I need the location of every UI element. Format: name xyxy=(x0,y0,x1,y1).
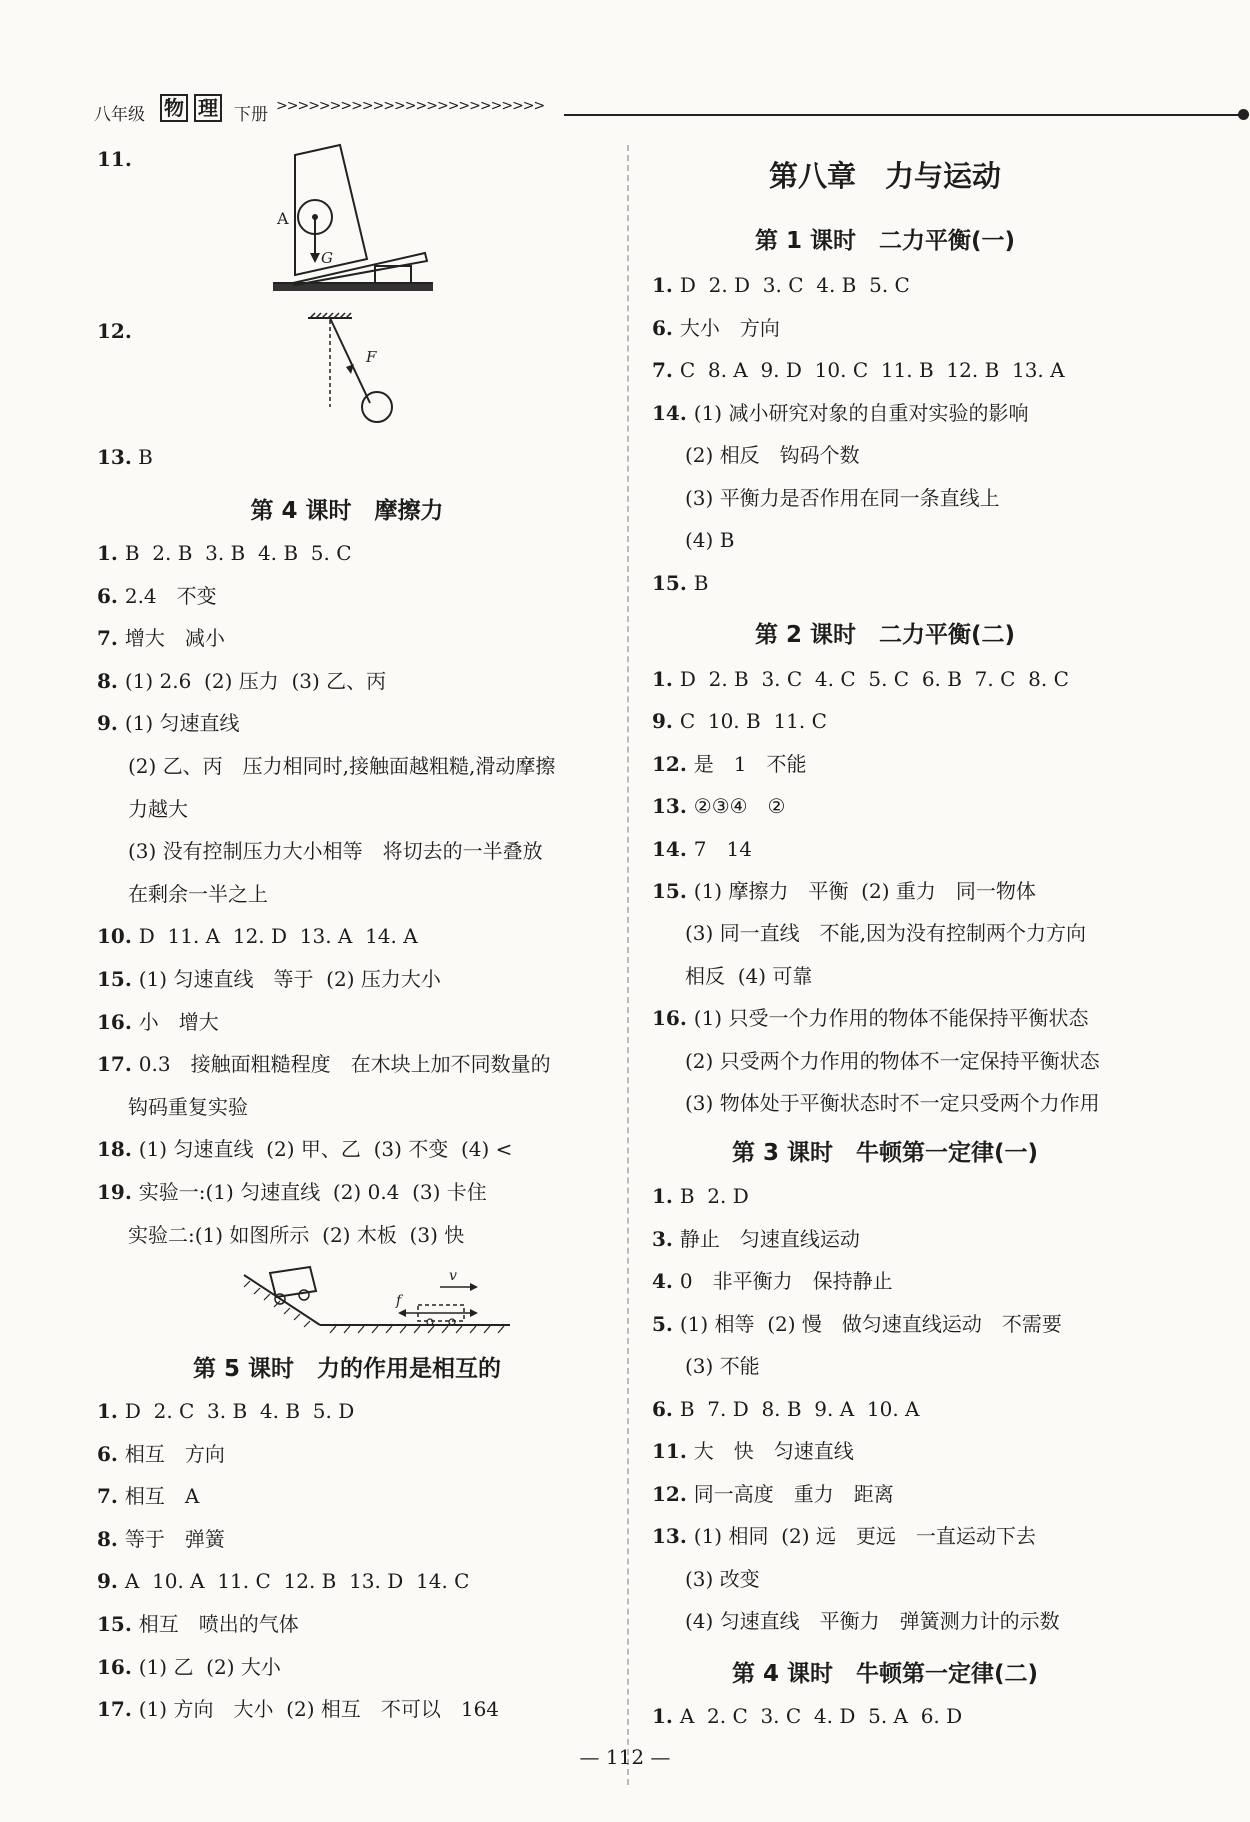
question-number: 1. xyxy=(97,541,125,565)
question-number: 17. xyxy=(97,1697,139,1722)
question-number: 19. xyxy=(97,1180,139,1204)
volume-label: 下册 xyxy=(234,105,268,125)
answer-text: (2) 相反 钩码个数 xyxy=(685,443,860,467)
answer-text: D 11. A 12. D 13. A 14. A xyxy=(138,924,418,949)
question-number: 16. xyxy=(97,1009,139,1034)
answer-line xyxy=(97,668,386,694)
answer-text: (1) 匀速直线 等于 (2) 压力大小 xyxy=(138,967,441,991)
answer-text: (1) 相等 (2) 慢 做匀速直线运动 不需要 xyxy=(679,1311,1062,1336)
q19-label-f: f xyxy=(396,1293,402,1309)
answer-line xyxy=(685,920,1086,946)
answer-text: (1) 减小研究对象的自重对实验的影响 xyxy=(693,400,1029,425)
section-title-interaction: 第 5 课时 力的作用是相互的 xyxy=(192,1356,502,1382)
answer-line xyxy=(128,838,543,864)
answer-text: 大小 方向 xyxy=(679,315,780,340)
question-number: 15. xyxy=(652,570,694,595)
answer-line xyxy=(652,400,1028,426)
answer-line xyxy=(97,1136,512,1162)
answer-line xyxy=(652,1005,1088,1031)
question-number: 10. xyxy=(97,924,139,949)
answer-text: 同一高度 重力 距离 xyxy=(693,1481,894,1506)
answer-line xyxy=(97,540,352,566)
answer-text: B 2. B 3. B 4. B 5. C xyxy=(124,541,352,565)
answer-text: C 8. A 9. D 10. C 11. B 12. B 13. A xyxy=(679,358,1065,382)
answer-line xyxy=(97,1179,487,1205)
answer-line xyxy=(685,1353,760,1379)
answer-line xyxy=(97,1568,469,1594)
answer-text: 钩码重复实验 xyxy=(128,1094,248,1119)
question-number: 14. xyxy=(652,836,694,861)
answer-text: 在剩余一半之上 xyxy=(128,881,268,906)
section-title-newton-2: 第 4 课时 牛顿第一定律(二) xyxy=(731,1661,1039,1687)
answer-line xyxy=(97,1483,199,1509)
answer-text: 是 1 不能 xyxy=(693,751,807,776)
question-number: 12. xyxy=(652,1481,694,1506)
question-number: 7. xyxy=(652,358,680,382)
answer-line xyxy=(652,272,910,298)
answer-text: D 2. B 3. C 4. C 5. C 6. B 7. C 8. C xyxy=(679,667,1069,691)
q13-number: 13. xyxy=(97,445,132,469)
answer-text: (1) 摩擦力 平衡 (2) 重力 同一物体 xyxy=(693,879,1036,903)
answer-line xyxy=(652,1311,1062,1337)
answer-text: B xyxy=(693,570,709,595)
answer-text: (2) 只受两个力作用的物体不一定保持平衡状态 xyxy=(685,1048,1100,1073)
answer-line xyxy=(652,1226,860,1252)
q11-number: 11. xyxy=(97,147,132,171)
answer-text: 0 非平衡力 保持静止 xyxy=(679,1269,893,1293)
answer-text: 等于 弹簧 xyxy=(124,1526,225,1551)
answer-line xyxy=(685,1048,1100,1074)
answer-text: D 2. C 3. B 4. B 5. D xyxy=(124,1399,355,1423)
answer-text: (4) B xyxy=(685,528,735,552)
answer-text: (3) 平衡力是否作用在同一条直线上 xyxy=(685,485,1000,510)
answer-line xyxy=(652,1396,920,1422)
answer-line xyxy=(97,583,217,609)
column-divider xyxy=(627,145,629,1785)
q19-label-v: v xyxy=(449,1268,457,1284)
answer-line xyxy=(685,1566,760,1592)
answer-text: A 10. A 11. C 12. B 13. D 14. C xyxy=(124,1569,470,1594)
answer-line xyxy=(652,1481,894,1507)
answer-text: 静止 匀速直线运动 xyxy=(679,1226,860,1251)
answer-line xyxy=(685,1090,1100,1116)
q12-figure xyxy=(300,312,410,432)
answer-line xyxy=(97,1654,281,1680)
answer-text: 相互 喷出的气体 xyxy=(138,1612,299,1636)
question-number: 1. xyxy=(652,273,680,297)
answer-line xyxy=(97,966,441,992)
answer-line xyxy=(97,625,225,651)
subject-char-2: 理 xyxy=(194,94,222,122)
answer-line xyxy=(652,1703,962,1729)
answer-line xyxy=(128,881,268,907)
answer-line xyxy=(685,485,1000,511)
q11-label-a: A xyxy=(277,209,289,228)
question-number: 7. xyxy=(97,626,125,651)
question-number: 13. xyxy=(652,1524,694,1548)
answer-line xyxy=(652,708,827,734)
header-dot xyxy=(1238,109,1249,120)
answer-text: 相互 A xyxy=(124,1484,200,1509)
q13-text: B xyxy=(138,445,153,469)
answer-text: D 2. D 3. C 4. B 5. C xyxy=(679,273,910,297)
q12-number: 12. xyxy=(97,319,132,343)
answer-line xyxy=(652,357,1065,383)
answer-line xyxy=(652,878,1036,904)
answer-text: 力越大 xyxy=(128,796,188,821)
answer-text: 相反 (4) 可靠 xyxy=(685,963,813,988)
section-title-balance-1: 第 1 课时 二力平衡(一) xyxy=(754,228,1016,254)
question-number: 9. xyxy=(97,711,125,736)
answer-line xyxy=(652,1183,749,1209)
answer-text: (3) 改变 xyxy=(685,1566,760,1591)
question-number: 16. xyxy=(97,1654,139,1679)
answer-line xyxy=(652,666,1069,692)
q11-label-g: G xyxy=(321,249,333,267)
question-number: 1. xyxy=(97,1399,125,1423)
question-number: 6. xyxy=(97,583,125,608)
question-number: 1. xyxy=(652,1704,680,1728)
answer-text: A 2. C 3. C 4. D 5. A 6. D xyxy=(679,1704,963,1728)
answer-text: 小 增大 xyxy=(138,1009,219,1034)
page-number: — 112 — xyxy=(579,1745,671,1769)
question-number: 15. xyxy=(652,879,694,903)
answer-line xyxy=(652,751,807,777)
answer-line xyxy=(128,753,555,779)
answer-text: (1) 方向 大小 (2) 相互 不可以 164 xyxy=(138,1697,500,1722)
question-number: 6. xyxy=(652,1396,680,1421)
header-arrows: >>>>>>>>>>>>>>>>>>>>>>>>> xyxy=(276,98,545,114)
answer-text: (1) 2.6 (2) 压力 (3) 乙、丙 xyxy=(124,668,387,693)
section-title-newton-1: 第 3 课时 牛顿第一定律(一) xyxy=(731,1140,1039,1166)
answer-line xyxy=(652,1523,1036,1549)
question-number: 4. xyxy=(652,1269,680,1293)
section-title-balance-2: 第 2 课时 二力平衡(二) xyxy=(754,622,1016,648)
answer-line xyxy=(685,963,812,989)
answer-text: 实验二:(1) 如图所示 (2) 木板 (3) 快 xyxy=(128,1222,465,1247)
answer-text: (1) 匀速直线 (2) 甲、乙 (3) 不变 (4) < xyxy=(138,1137,513,1162)
answer-text: (1) 相同 (2) 远 更远 一直运动下去 xyxy=(693,1524,1036,1548)
question-number: 14. xyxy=(652,400,694,425)
q19-figure xyxy=(240,1265,530,1335)
section-title-friction: 第 4 课时 摩擦力 xyxy=(250,498,444,524)
answer-line xyxy=(97,1611,299,1637)
question-number: 1. xyxy=(652,1184,680,1208)
answer-text: (1) 只受一个力作用的物体不能保持平衡状态 xyxy=(693,1006,1089,1031)
q12-label-f: F xyxy=(366,348,377,366)
answer-line xyxy=(128,796,188,822)
question-number: 3. xyxy=(652,1226,680,1251)
question-number: 6. xyxy=(97,1441,125,1466)
question-number: 5. xyxy=(652,1311,680,1336)
answer-line xyxy=(685,527,734,553)
question-number: 12. xyxy=(652,751,694,776)
answer-text: ②③④ ② xyxy=(693,794,786,819)
q13-line xyxy=(97,444,153,470)
answer-line xyxy=(97,1009,219,1035)
answer-text: 0.3 接触面粗糙程度 在木块上加不同数量的 xyxy=(138,1052,551,1077)
answer-text: (3) 物体处于平衡状态时不一定只受两个力作用 xyxy=(685,1091,1100,1115)
question-number: 1. xyxy=(652,667,680,691)
answer-line xyxy=(97,1526,225,1552)
question-number: 15. xyxy=(97,1612,139,1636)
chapter-title: 第八章 力与运动 xyxy=(768,159,1001,193)
answer-line xyxy=(128,1222,464,1248)
answer-line xyxy=(652,570,708,596)
answer-text: (1) 乙 (2) 大小 xyxy=(138,1654,281,1679)
question-number: 9. xyxy=(97,1569,125,1594)
answer-text: 7 14 xyxy=(693,836,752,861)
answer-text: 相互 方向 xyxy=(124,1441,225,1466)
answer-line xyxy=(685,442,860,468)
answer-text: (4) 匀速直线 平衡力 弹簧测力计的示数 xyxy=(685,1609,1060,1633)
answer-text: 实验一:(1) 匀速直线 (2) 0.4 (3) 卡住 xyxy=(138,1180,487,1204)
answer-text: C 10. B 11. C xyxy=(679,709,827,734)
question-number: 6. xyxy=(652,315,680,340)
answer-text: 2.4 不变 xyxy=(124,583,217,608)
answer-text: (1) 匀速直线 xyxy=(124,711,240,736)
answer-text: (3) 同一直线 不能,因为没有控制两个力方向 xyxy=(685,921,1087,946)
question-number: 17. xyxy=(97,1052,139,1077)
answer-text: B 7. D 8. B 9. A 10. A xyxy=(679,1396,920,1421)
question-number: 16. xyxy=(652,1006,694,1031)
answer-line xyxy=(652,1438,854,1464)
question-number: 18. xyxy=(97,1137,139,1162)
answer-line xyxy=(128,1094,248,1120)
answer-line xyxy=(652,836,752,862)
question-number: 9. xyxy=(652,709,680,734)
grade-label: 八年级 xyxy=(94,105,145,125)
answer-line xyxy=(97,710,240,736)
answer-line xyxy=(97,1051,551,1077)
question-number: 7. xyxy=(97,1484,125,1509)
answer-text: 大 快 匀速直线 xyxy=(693,1439,854,1463)
question-number: 15. xyxy=(97,967,139,991)
answer-text: (2) 乙、丙 压力相同时,接触面越粗糙,滑动摩擦 xyxy=(128,754,556,778)
answer-line xyxy=(97,923,418,949)
answer-line xyxy=(685,1608,1060,1634)
answer-text: B 2. D xyxy=(679,1184,749,1208)
question-number: 13. xyxy=(652,794,694,819)
answer-text: (3) 不能 xyxy=(685,1354,760,1378)
answer-text: 增大 减小 xyxy=(124,626,225,651)
answer-line xyxy=(652,1268,893,1294)
header-rule xyxy=(564,114,1244,116)
answer-text: (3) 没有控制压力大小相等 将切去的一半叠放 xyxy=(128,839,543,864)
q11-figure xyxy=(265,135,440,295)
page-header xyxy=(94,94,1154,124)
answer-line xyxy=(97,1398,354,1424)
answer-line xyxy=(652,793,785,819)
subject-char-1: 物 xyxy=(160,94,188,122)
question-number: 8. xyxy=(97,668,125,693)
answer-line xyxy=(97,1441,225,1467)
answer-line xyxy=(97,1696,499,1722)
question-number: 8. xyxy=(97,1526,125,1551)
answer-line xyxy=(652,315,780,341)
question-number: 11. xyxy=(652,1439,694,1463)
